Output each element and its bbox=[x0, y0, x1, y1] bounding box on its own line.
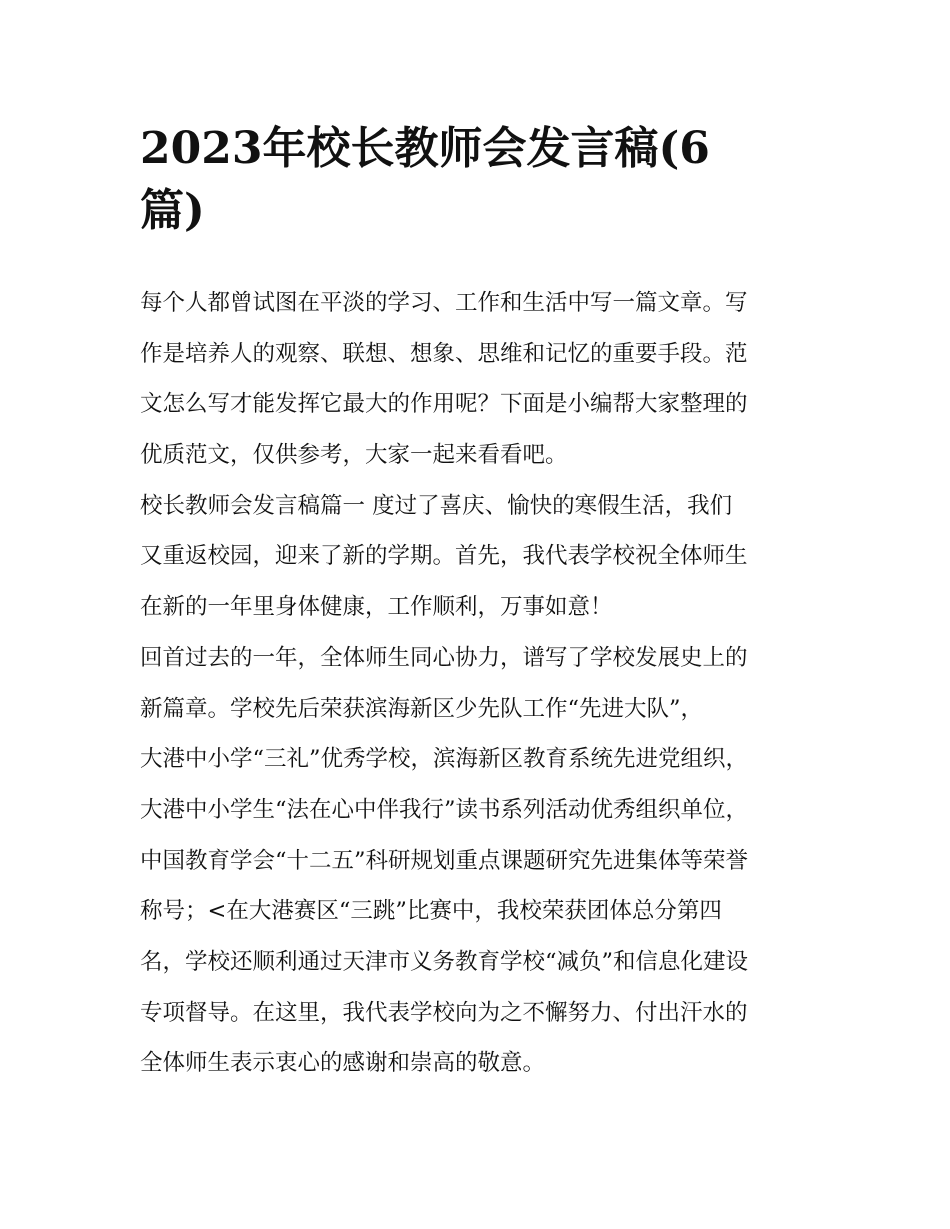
body-line: 专项督导。在这里，我代表学校向为之不懈努力、付出汗水的 bbox=[140, 999, 748, 1026]
body-line: 回首过去的一年，全体师生同心协力，谱写了学校发展史上的 bbox=[140, 644, 748, 671]
body-line: 文怎么写才能发挥它最大的作用呢？下面是小编帮大家整理的 bbox=[140, 391, 748, 418]
body-line: 又重返校园，迎来了新的学期。首先，我代表学校祝全体师生 bbox=[140, 543, 748, 570]
title-line: 2023年校长教师会发言稿(6 bbox=[140, 123, 710, 174]
body-line: 中国教育学会“十二五”科研规划重点课题研究先进集体等荣誉 bbox=[140, 847, 749, 874]
body-line: 每个人都曾试图在平淡的学习、工作和生活中写一篇文章。写 bbox=[140, 290, 748, 316]
body-line: 新篇章。学校先后荣获滨海新区少先队工作“先进大队”， bbox=[140, 695, 704, 722]
body-line: 在新的一年里身体健康，工作顺利，万事如意！ bbox=[140, 594, 613, 621]
body-line: 称号；<在大港赛区“三跳”比赛中，我校荣获团体总分第四 bbox=[140, 898, 722, 925]
title-line: 篇) bbox=[140, 185, 205, 236]
body-line: 优质范文，仅供参考，大家一起来看看吧。 bbox=[140, 442, 568, 469]
body-line: 名，学校还顺利通过天津市义务教育学校“减负”和信息化建设 bbox=[140, 948, 749, 975]
body-line: 大港中小学“三礼”优秀学校，滨海新区教育系统先进党组织， bbox=[140, 746, 749, 773]
body-line: 作是培养人的观察、联想、想象、思维和记忆的重要手段。范 bbox=[140, 340, 748, 367]
body-line: 校长教师会发言稿篇一 度过了喜庆、愉快的寒假生活，我们 bbox=[140, 492, 733, 519]
body-line: 全体师生表示衷心的感谢和崇高的敬意。 bbox=[140, 1050, 546, 1077]
body-line: 大港中小学生“法在心中伴我行”读书系列活动优秀组织单位， bbox=[140, 796, 749, 823]
document-title bbox=[140, 118, 820, 242]
document-body bbox=[140, 278, 830, 1089]
